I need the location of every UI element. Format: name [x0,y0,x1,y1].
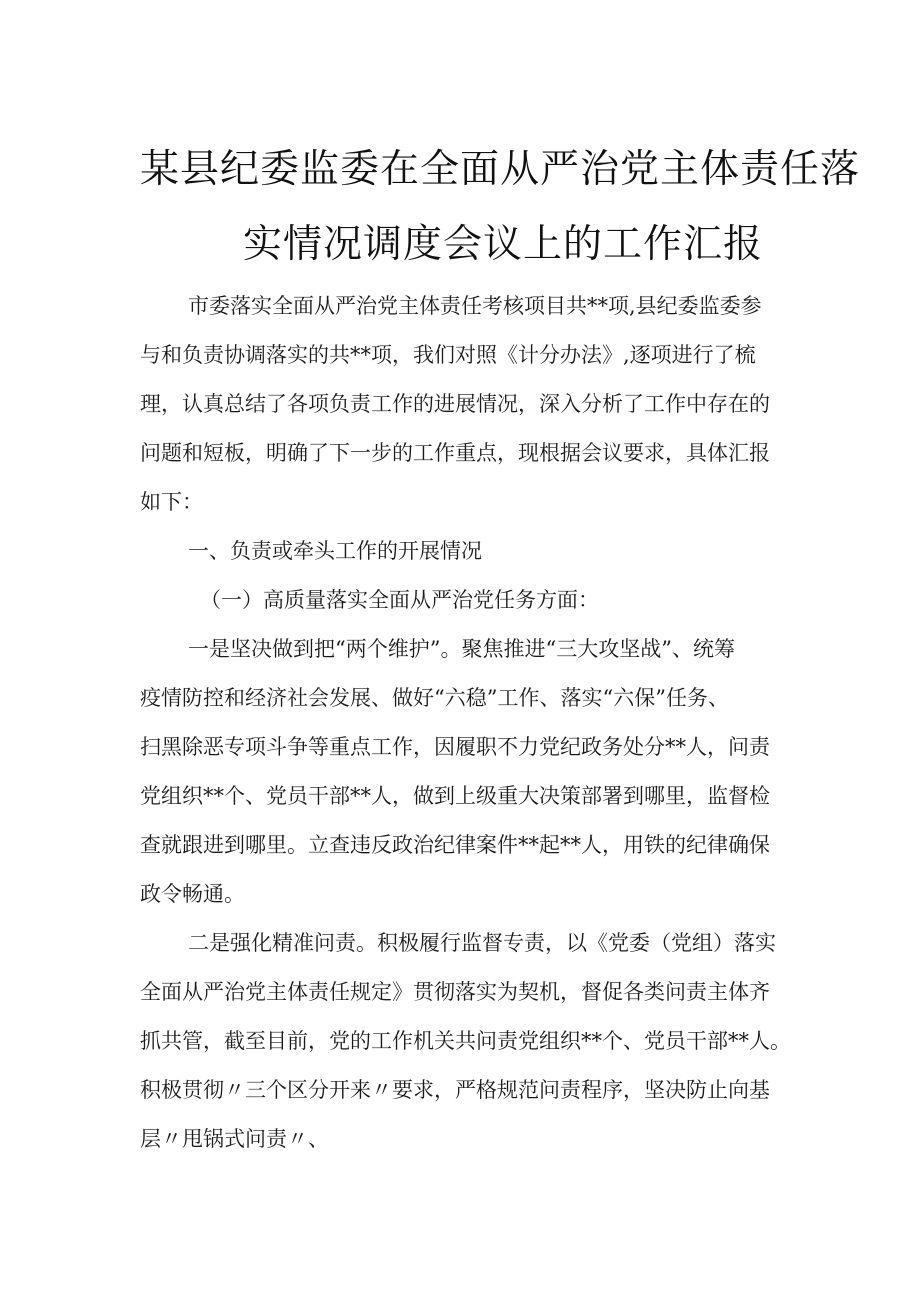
paragraph-line: 查就跟进到哪里。立查违反政治纪律案件**起**人，用铁的纪律确保 [140,833,770,857]
paragraph-line: 二是强化精准问责。积极履行监督专责，以《党委（党组）落实 [188,931,776,955]
paragraph-line: 抓共管，截至目前，党的工作机关共问责党组织**个、党员干部**人。 [140,1029,791,1053]
paragraph-line: 全面从严治党主体责任规定》贯彻落实为契机，督促各类问责主体齐 [140,980,770,1004]
paragraph-line: 扫黑除恶专项斗争等重点工作，因履职不力党纪政务处分**人，问责 [140,735,770,759]
paragraph-line: 政令畅通。 [140,882,245,906]
paragraph-line: 市委落实全面从严治党主体责任考核项目共**项,县纪委监委参 [188,294,762,318]
paragraph-line: 理，认真总结了各项负责工作的进展情况，深入分析了工作中存在的 [140,392,770,416]
section-heading: 一、负责或牵头工作的开展情况 [188,539,482,563]
subsection-heading: （一）高质量落实全面从严治党任务方面： [200,588,599,612]
paragraph-line: 层〃甩锅式问责〃、 [140,1127,329,1151]
document-title-line-2: 实情况调度会议上的工作汇报 [243,222,764,267]
document-title-line-1: 某县纪委监委在全面从严治党主体责任落 [140,147,861,192]
paragraph-line: 问题和短板，明确了下一步的工作重点，现根据会议要求，具体汇报 [140,441,770,465]
paragraph-line: 党组织**个、党员干部**人，做到上级重大决策部署到哪里，监督检 [140,784,770,808]
paragraph-line: 疫情防控和经济社会发展、做好“六稳”工作、落实“六保”任务、 [140,686,729,710]
paragraph-line: 如下： [140,490,203,514]
paragraph-line: 一是坚决做到把“两个维护”。聚焦推进“三大攻坚战”、统筹 [188,637,735,661]
paragraph-line: 与和负责协调落实的共**项，我们对照《计分办法》,逐项进行了梳 [140,343,756,367]
paragraph-line: 积极贯彻〃三个区分开来〃要求，严格规范问责程序，坚决防止向基 [140,1078,770,1102]
